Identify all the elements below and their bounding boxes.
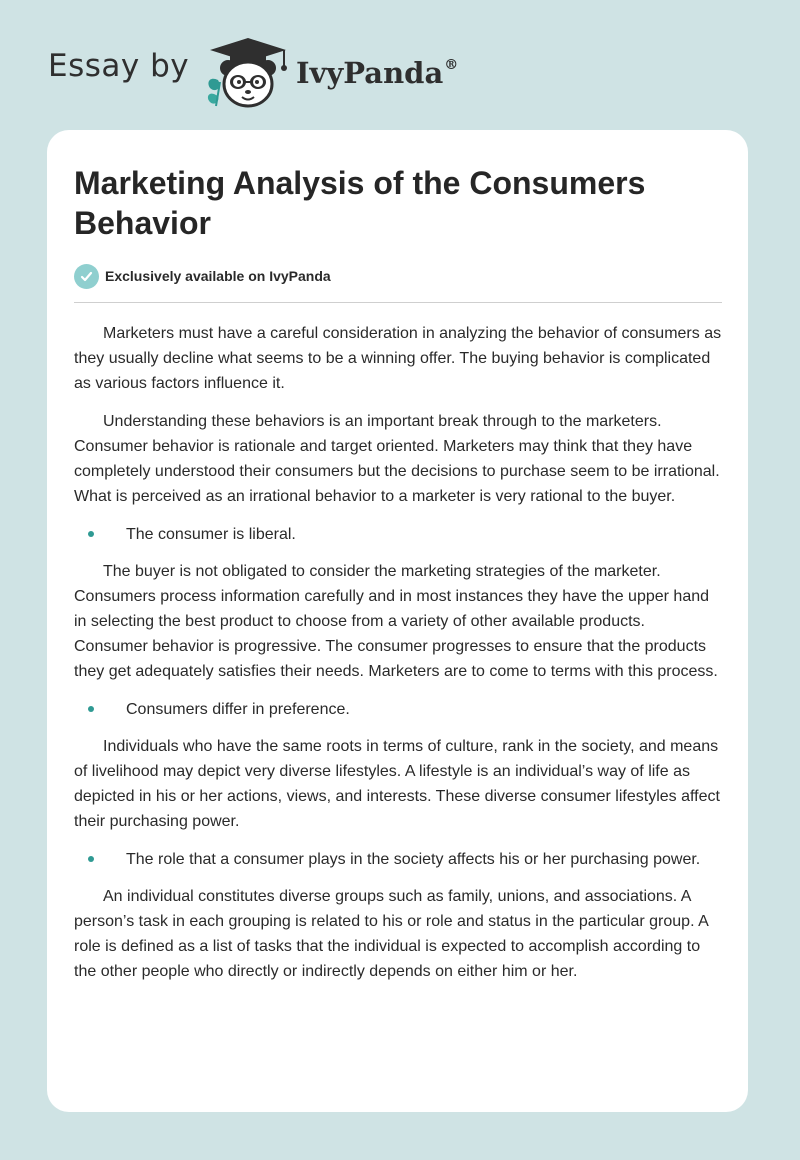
list-item-text: Consumers differ in preference. [126,701,350,718]
paragraph: The buyer is not obligated to consider the marketing strategies of the marketer. Consumers process information carefully and in most instances they have the upper hand in selecting the best product to choose from a variety of other available products. Consumer behavior is progressive. The consumer progresses to ensure that the products they get adequately satisfies their needs. Marketers are to come to terms with this process. [74,563,718,680]
check-circle-icon [74,264,99,289]
brand-text: IvyPanda [296,56,444,90]
panda-graduate-icon[interactable] [200,36,296,110]
divider [74,302,722,303]
paragraph: Marketers must have a careful consideration in analyzing the behavior of consumers as they usually decline what seems to be a winning offer. The buying behavior is complicated as various factors influence it. [74,325,722,392]
list-item [74,522,722,547]
list-item-text: The role that a consumer plays in the society affects his or her purchasing power. [126,851,701,868]
bullet-dot [88,856,94,862]
list-item [74,697,722,722]
brand-name[interactable] [296,56,458,90]
site-header [0,0,800,130]
paragraph: An individual constitutes diverse groups such as family, unions, and associations. A person’s task in each grouping is related to his or role and status in the particular group. A role is defined as a list of tasks that the individual is expected to accomplish according to the other people who directly or indirectly depends on either him or her. [74,888,708,980]
essay-by-label: Essay by [48,48,190,84]
bullet-dot [88,706,94,712]
registered-mark: ® [444,57,459,73]
bullet-list [74,522,722,547]
ivy-leaf-icon [208,79,220,106]
bullet-dot [88,531,94,537]
essay-title: Marketing Analysis of the Consumers Behavior [74,165,646,241]
list-item-text: The consumer is liberal. [126,526,296,543]
essay-body [74,321,722,984]
list-item [74,847,722,872]
exclusive-badge [74,262,722,290]
paragraph: Individuals who have the same roots in terms of culture, rank in the society, and means of livelihood may depict very diverse lifestyles. A lifestyle is an individual’s way of life as depicted in his or her actions, views, and interests. These diverse consumer lifestyles affect their purchasing power. [74,738,720,830]
bullet-list [74,697,722,722]
badge-label: Exclusively available on IvyPanda [105,268,331,284]
essay-card [47,130,748,1112]
paragraph: Understanding these behaviors is an important break through to the marketers. Consumer behavior is rationale and target oriented. Marketers may think that they have completely understood their consumers but the decisions to purchase seem to be irrational. What is perceived as an irrational behavior to a marketer is very rational to the buyer. [74,413,720,505]
bullet-list [74,847,722,872]
